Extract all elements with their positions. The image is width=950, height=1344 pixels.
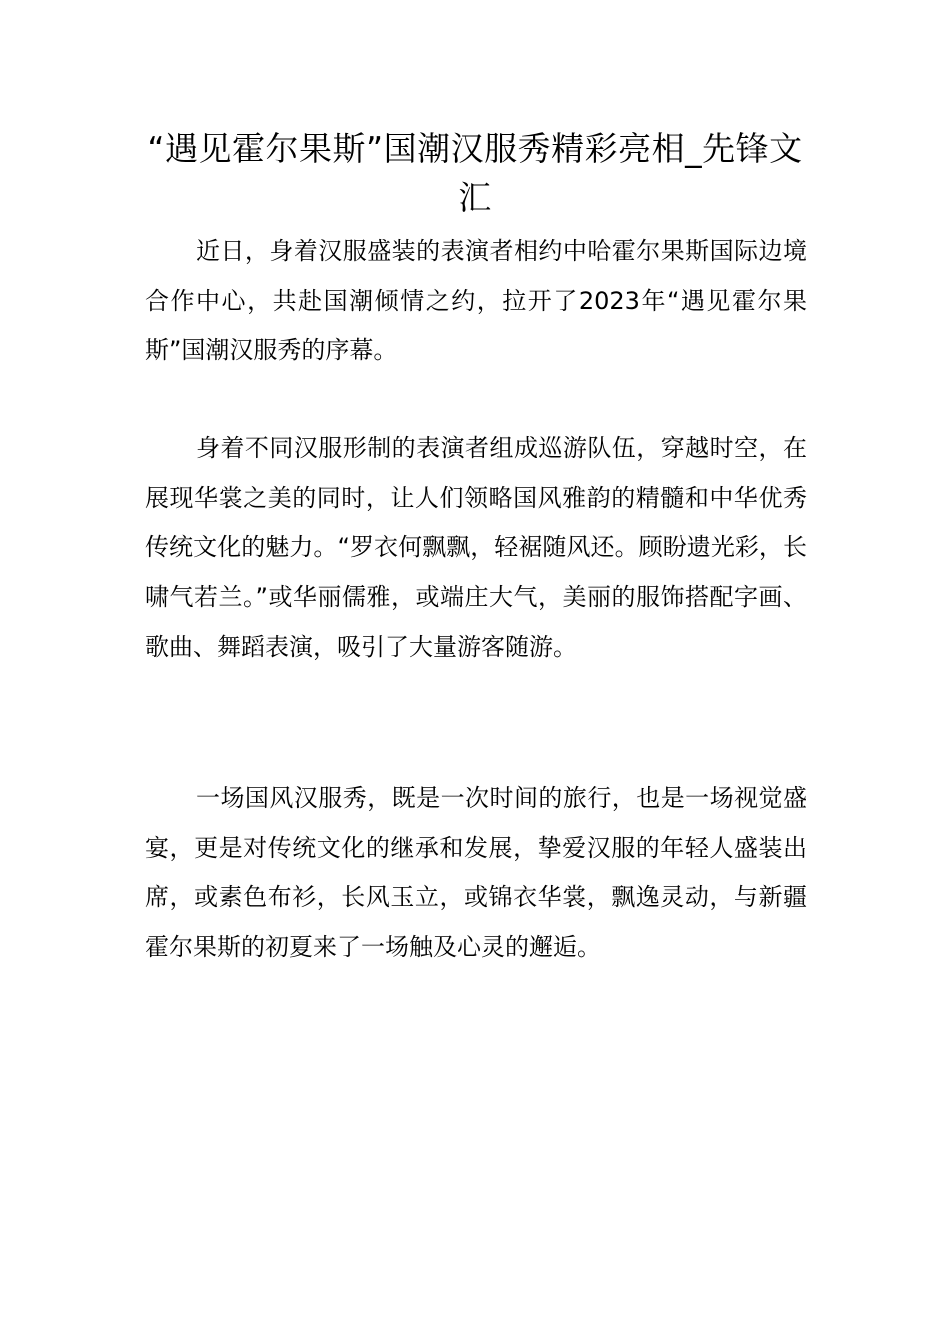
- paragraph-2: 身着不同汉服形制的表演者组成巡游队伍，穿越时空，在展现华裳之美的同时，让人们领略国风雅韵的精髓和中华优秀传统文化的魅力。“罗衣何飘飘，轻裾随风还。顾盼遗光彩，长啸气若兰。”或华丽儒雅，或端庄大气，美丽的服饰搭配字画、歌曲、舞蹈表演，吸引了大量游客随游。: [145, 434, 807, 661]
- paragraph-3: 一场国风汉服秀，既是一次时间的旅行，也是一场视觉盛宴，更是对传统文化的继承和发展，挚爱汉服的年轻人盛装出席，或素色布衫，长风玉立，或锦衣华裳，飘逸灵动，与新疆霍尔果斯的初夏来了一场触及心灵的邂逅。: [145, 784, 807, 962]
- paragraph-1: 近日，身着汉服盛装的表演者相约中哈霍尔果斯国际边境合作中心，共赴国潮倾情之约，拉开了2023年“遇见霍尔果斯”国潮汉服秀的序幕。: [145, 237, 807, 365]
- document-title: “遇见霍尔果斯”国潮汉服秀精彩亮相_先锋文汇: [147, 129, 803, 217]
